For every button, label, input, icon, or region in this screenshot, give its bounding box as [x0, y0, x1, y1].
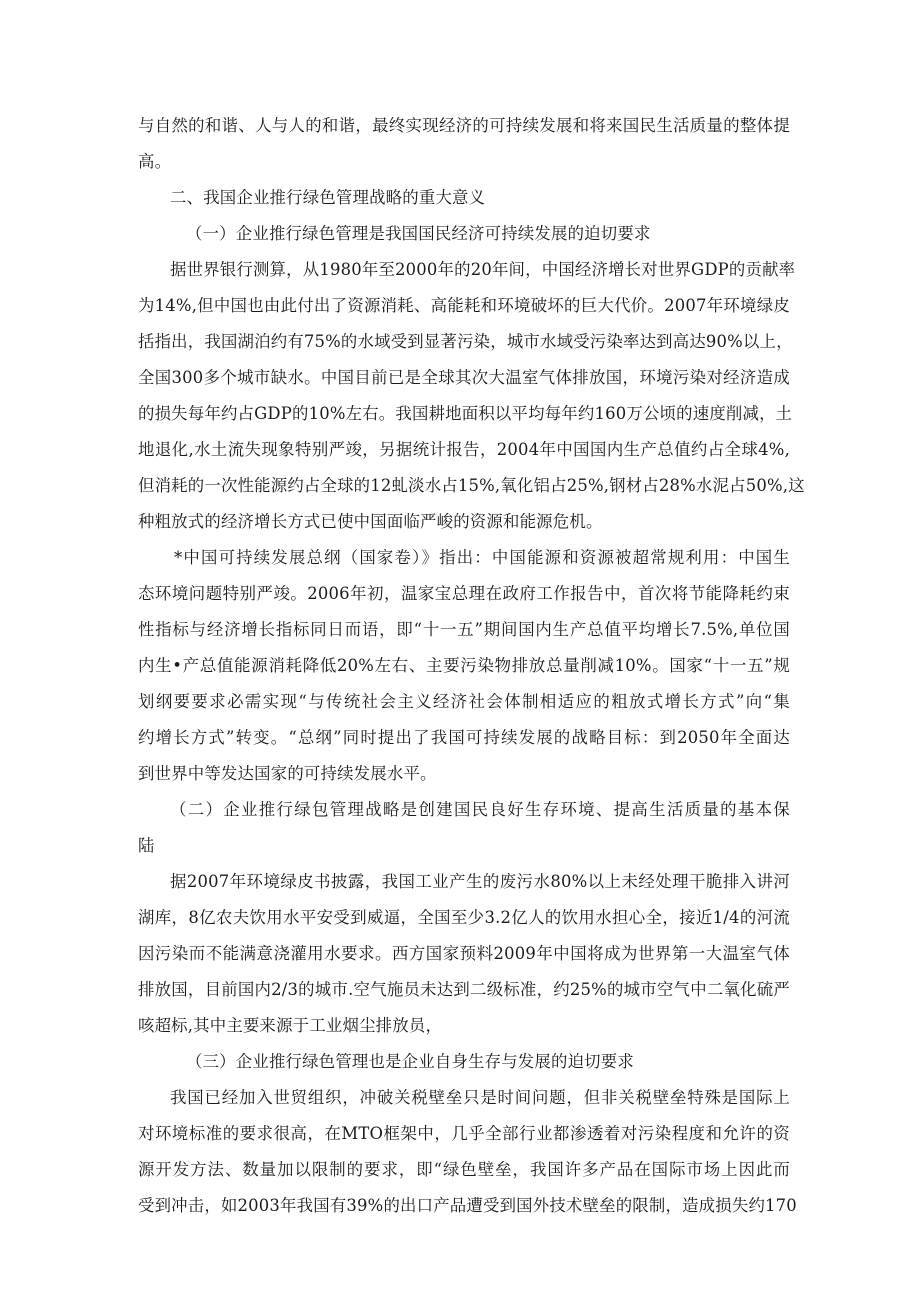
paragraph-wto — [138, 1080, 797, 1224]
subsection-heading-1 — [138, 216, 790, 252]
text-line: 我国已经加入世贸组织，冲破关税壁垒只是时间问题，但非关税壁垒特殊是国际上 — [170, 1088, 790, 1107]
heading-line: （一）企业推行绿色管理是我国国民经济可持续发展的迫切要求 — [186, 224, 651, 243]
text-line: 全国300多个城市缺水。中国目前已是全球其次大温室气体排放国，环境污染对经济造成 — [138, 368, 790, 387]
paragraph-continuation — [138, 108, 790, 180]
text-line: 据2007年环境绿皮书披露，我国工业产生的废污水80%以上未经处理干脆排入讲河 — [170, 872, 790, 891]
text-line: 因污染而不能满意浇灌用水要求。西方国家预料2009年中国将成为世界第一大温室气体 — [138, 944, 790, 963]
text-line: 地退化,水土流失现象特别严竣，另据统计报告，2004年中国国内生产总值约占全球4%, — [138, 440, 790, 459]
text-line: 为14%,但中国也由此付出了资源消耗、高能耗和环境破坏的巨大代价。2007年环境绿皮 — [138, 296, 790, 315]
text-line: 高。 — [138, 152, 172, 171]
text-line: 约增长方式”转变。“总纲”同时提出了我国可持续发展的战略目标：到2050年全面达 — [138, 728, 790, 747]
text-line: 湖库，8亿农夫饮用水平安受到威逼，全国至少3.2亿人的饮用水担心全，接近1/4的河流 — [138, 908, 790, 927]
heading-line: （二）企业推行绿包管理战略是创建国民良好生存环境、提高生活质量的基本保 — [170, 800, 790, 819]
heading-line: 二、我国企业推行绿色管理战略的重大意义 — [170, 188, 486, 207]
text-line: 种粗放式的经济增长方式已使中国面临严峻的资源和能源危机。 — [138, 512, 603, 531]
text-line: 咳超标,其中主要来源于工业烟尘排放员， — [138, 1016, 443, 1035]
text-line: 源开发方法、数量加以限制的要求，即“绿色壁垒，我国许多产品在国际市场上因此而 — [138, 1160, 790, 1179]
section-heading — [138, 180, 790, 216]
subsection-heading-2 — [138, 792, 790, 864]
text-line: 态环境问题特别严竣。2006年初，温家宝总理在政府工作报告中，首次将节能降耗约束 — [138, 584, 790, 603]
paragraph-world-bank — [138, 252, 805, 540]
paragraph-sustainable-outline — [138, 540, 790, 792]
text-line: 但消耗的一次性能源约占全球的12虬淡水占15%,氧化铝占25%,钢材占28%水泥占50%,这 — [138, 476, 805, 495]
text-line: *中国可持续发展总纲（国家卷）》指出：中国能源和资源被超常规利用：中国生 — [174, 548, 790, 567]
text-line: 与自然的和谐、人与人的和谐，最终实现经济的可持续发展和将来国民生活质量的整体提 — [138, 116, 790, 135]
text-line: 括指出，我国湖泊约有75%的水域受到显著污染，城市水域受污染率达到高达90%以上， — [138, 332, 793, 351]
text-line: 到世界中等发达国家的可持续发展水平。 — [138, 764, 437, 783]
heading-line: 陆 — [138, 836, 155, 855]
text-line: 受到冲击，如2003年我国有39%的出口产品遭受到国外技术壁垒的限制，造成损失约170 — [138, 1196, 797, 1215]
text-line: 的损失每年约占GDP的10%左右。我国耕地面积以平均每年约160万公顷的速度削减，土 — [138, 404, 793, 423]
paragraph-green-book — [138, 864, 790, 1044]
text-line: 内生•产总值能源消耗降低20%左右、主要污染物排放总量削减10%。国家“十一五”规 — [138, 656, 790, 675]
text-line: 据世界银行测算，从1980年至2000年的20年间，中国经济增长对世界GDP的贡献率 — [170, 260, 796, 279]
subsection-heading-3 — [138, 1044, 790, 1080]
heading-line: （三）企业推行绿色管理也是企业自身生存与发展的迫切要求 — [186, 1052, 634, 1071]
document-body — [138, 108, 805, 1224]
text-line: 对环境标准的要求很高，在MTO框架中，几乎全部行业都渗透着对污染程度和允许的资 — [138, 1124, 790, 1143]
text-line: 划纲要要求必需实现“与传统社会主义经济社会体制相适应的粗放式增长方式”向“集 — [138, 692, 790, 711]
text-line: 性指标与经济增长指标同日而语，即“十一五”期间国内生产总值平均增长7.5%,单位国 — [138, 620, 790, 639]
text-line: 排放国，目前国内2/3的城市.空气施员未达到二级标准，约25%的城市空气中二氧化硫严 — [138, 980, 790, 999]
